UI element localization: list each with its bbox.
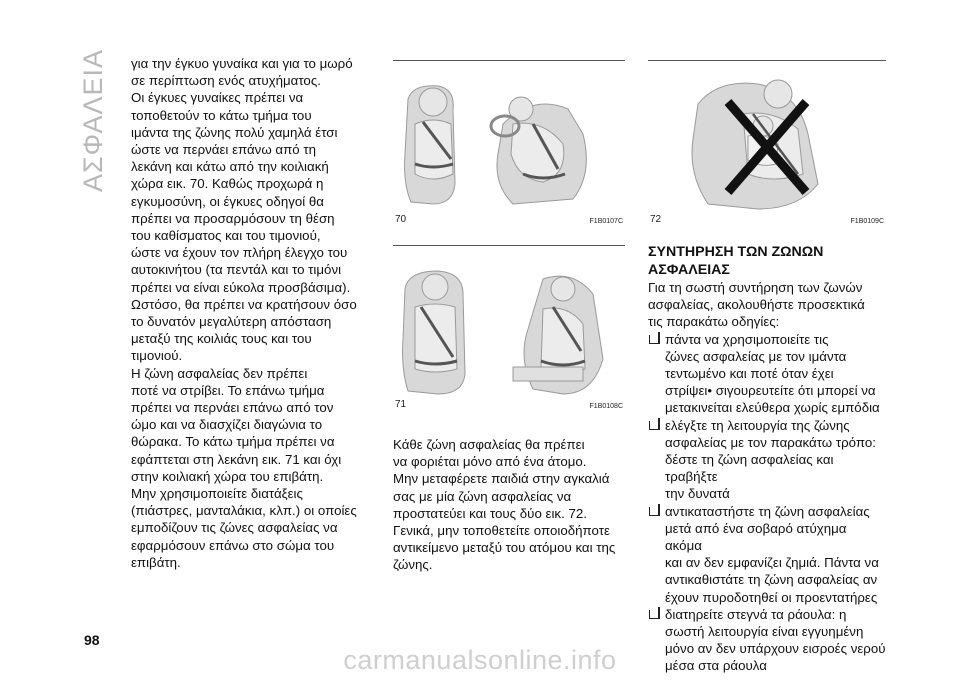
list-item: διατηρείτε στεγνά τα ράουλα: η σωστή λειτουργία είναι εγγυημένη μόνο αν δεν υπάρχουν εισροές νερού μέσα στα ράουλα xyxy=(648,606,886,675)
figure-number: 71 xyxy=(395,399,407,410)
figure-code: F1B0108C xyxy=(589,403,623,410)
figure-rule xyxy=(648,60,886,61)
figure-rule xyxy=(393,245,625,246)
body-column-1 xyxy=(131,55,381,571)
bullet-icon xyxy=(649,610,660,619)
body-column-2 xyxy=(393,436,625,574)
figure-number: 70 xyxy=(395,214,407,225)
section-intro: Για τη σωστή συντήρηση των ζωνών ασφαλείας, ακολουθήστε προσεκτικά τις παρακάτω οδηγίες: xyxy=(648,280,865,330)
figure-71-caption xyxy=(393,399,625,411)
body-column-3 xyxy=(648,243,886,675)
figure-70-illustration xyxy=(393,64,625,214)
list-item: ελέγξτε τη λειτουργία της ζώνης ασφαλείας με τον παρακάτω τρόπο: δέστε τη ζώνη ασφαλείας και τραβήξτε την δυνατά xyxy=(648,417,886,503)
figure-72-caption xyxy=(648,214,886,226)
body-text-col2: Κάθε ζώνη ασφαλείας θα πρέπει να φοριέται μόνο από ένα άτομο. Μην μεταφέρετε παιδιά στην αγκαλιά σας με μία ζώνη ασφαλείας να προστατεύει και τους δύο εικ. 72. Γενικά, μην τοποθετείτε οποιοδήποτε αντικείμενο μεταξύ του ατόμου και της ζώνης. xyxy=(393,437,616,573)
figure-71 xyxy=(393,249,625,411)
list-item: αντικαταστήστε τη ζώνη ασφαλείας μετά από ένα σοβαρό ατύχημα ακόμα και αν δεν εμφανίζει ζημιά. Πάντα να αντικαθιστάτε τη ζώνη ασφαλείας αν έχουν πυροδοτηθεί οι προεντατήρες xyxy=(648,503,886,606)
figure-71-illustration xyxy=(393,249,625,399)
bullet-icon xyxy=(649,335,660,344)
bullet-icon xyxy=(649,507,660,516)
bullet-icon xyxy=(649,421,660,430)
figure-70 xyxy=(393,64,625,226)
list-item: πάντα να χρησιμοποιείτε τις ζώνες ασφαλείας με τον ιμάντα τεντωμένο και ποτέ όταν έχει στρίψει• σιγουρευτείτε ότι μπορεί να μετακινείται ελεύθερα χωρίς εμπόδια xyxy=(648,331,886,417)
section-heading: ΣΥΝΤΗΡΗΣΗ ΤΩΝ ΖΩΝΩΝ ΑΣΦΑΛΕΙΑΣ xyxy=(648,244,824,278)
figure-70-caption xyxy=(393,214,625,226)
figure-rule xyxy=(393,60,625,61)
body-text-col1: για την έγκυο γυναίκα και για το μωρό σε περίπτωση ενός ατυχήματος. Οι έγκυες γυναίκες πρέπει να τοποθετούν το κάτω τμήμα του ιμάντα της ζώνης πολύ χαμηλά έτσι ώστε να περνάει επάνω από τη λεκάνη και κάτω από την κοιλιακή χώρα εικ. 70. Καθώς προχωρά η εγκυμοσύνη, οι έγκυες οδηγοί θα πρέπει να προσαρμόσουν τη θέση του καθίσματος και του τιμονιού, ώστε να έχουν τον πλήρη έλεγχο του αυτοκινήτου (τα πεντάλ και το τιμόνι πρέπει να είναι εύκολα προσβάσιμα). Ωστόσο, θα πρέπει να κρατήσουν όσο το δυνατόν μεγαλύτερη απόσταση μεταξύ της κοιλιάς τους και του τιμονιού. Η ζώνη ασφαλείας δεν πρέπει ποτέ να στρίβει. Το επάνω τμήμα πρέπει να περνάει επάνω από τον ώμο και να διασχίζει διαγώνια το θώρακα. Το κάτω τμήμα πρέπει να εφάπτεται στη λεκάνη εικ. 71 και όχι στην κοιλιακή χώρα του επιβάτη. Μην χρησιμοποιείτε διατάξεις (πιάστρες, μανταλάκια, κλπ.) οι οποίες εμποδίζουν τις ζώνες ασφαλείας να εφαρμόσουν επάνω στο σώμα του επιβάτη. xyxy=(131,56,357,570)
figure-72-illustration xyxy=(648,64,886,214)
figure-code: F1B0107C xyxy=(589,218,623,225)
page-number: 98 xyxy=(84,632,100,648)
figure-code: F1B0109C xyxy=(850,218,884,225)
figure-72 xyxy=(648,64,886,226)
section-side-title: ΑΣΦΑΛΕΙΑ xyxy=(78,48,109,192)
figure-number: 72 xyxy=(650,214,662,225)
watermark: carmanualsonline.info xyxy=(343,645,617,675)
